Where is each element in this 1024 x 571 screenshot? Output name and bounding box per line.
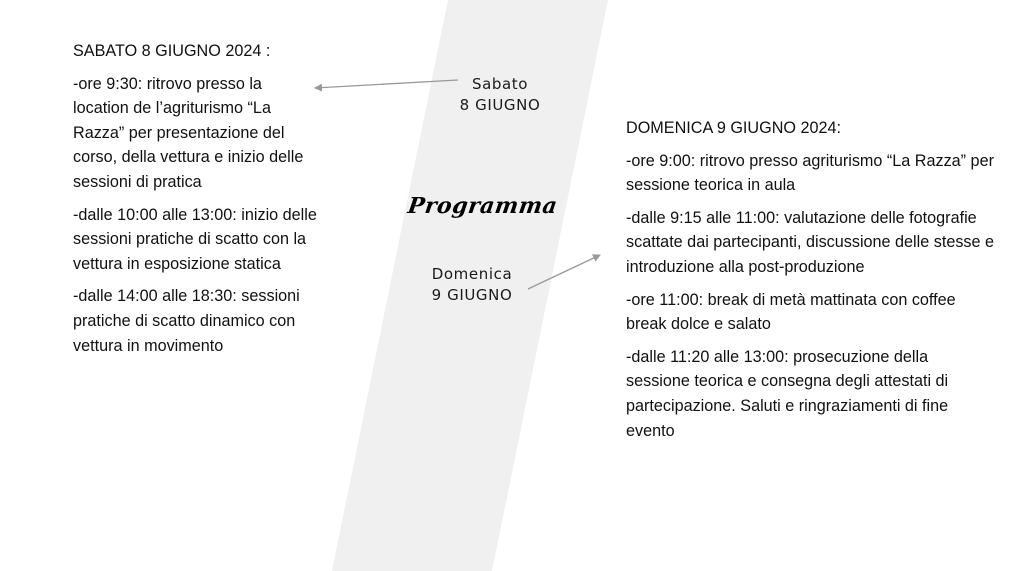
sunday-item: -ore 11:00: break di metà mattinata con coffee break dolce e salato [626,290,956,334]
saturday-item: -ore 9:30: ritrovo presso la location de l’agriturismo “La Razza” per presentazione del corso, della vettura e inizio delle sessioni di pratica [73,74,304,191]
saturday-label-day: Sabato [471,75,529,93]
sunday-label [412,264,532,306]
program-title: Programma [406,193,560,219]
saturday-arrow [315,80,458,88]
sunday-item: -ore 9:00: ritrovo presso agriturismo “La Razza” per sessione teorica in aula [626,151,994,195]
sunday-heading: DOMENICA 9 GIUGNO 2024: [626,119,841,137]
sunday-item: -dalle 11:20 alle 13:00: prosecuzione della sessione teorica e consegna degli attestati di partecipazione. Saluti e ringraziamenti di fine evento [626,347,949,440]
saturday-label [440,74,560,116]
sunday-label-date: 9 GIUGNO [431,286,513,304]
saturday-label-date: 8 GIUGNO [459,96,541,114]
saturday-item: -dalle 14:00 alle 18:30: sessioni pratiche di scatto dinamico con vettura in movimento [73,287,300,355]
sunday-label-day: Domenica [431,265,513,283]
saturday-item: -dalle 10:00 alle 13:00: inizio delle sessioni pratiche di scatto con la vettura in esposizione statica [73,205,317,273]
saturday-heading: SABATO 8 GIUGNO 2024 : [73,42,271,60]
sunday-column [626,116,996,451]
sunday-arrow [528,255,600,289]
saturday-column [73,39,318,366]
sunday-item: -dalle 9:15 alle 11:00: valutazione delle fotografie scattate dai partecipanti, discussione delle stesse e introduzione alla post-produzione [626,208,995,276]
